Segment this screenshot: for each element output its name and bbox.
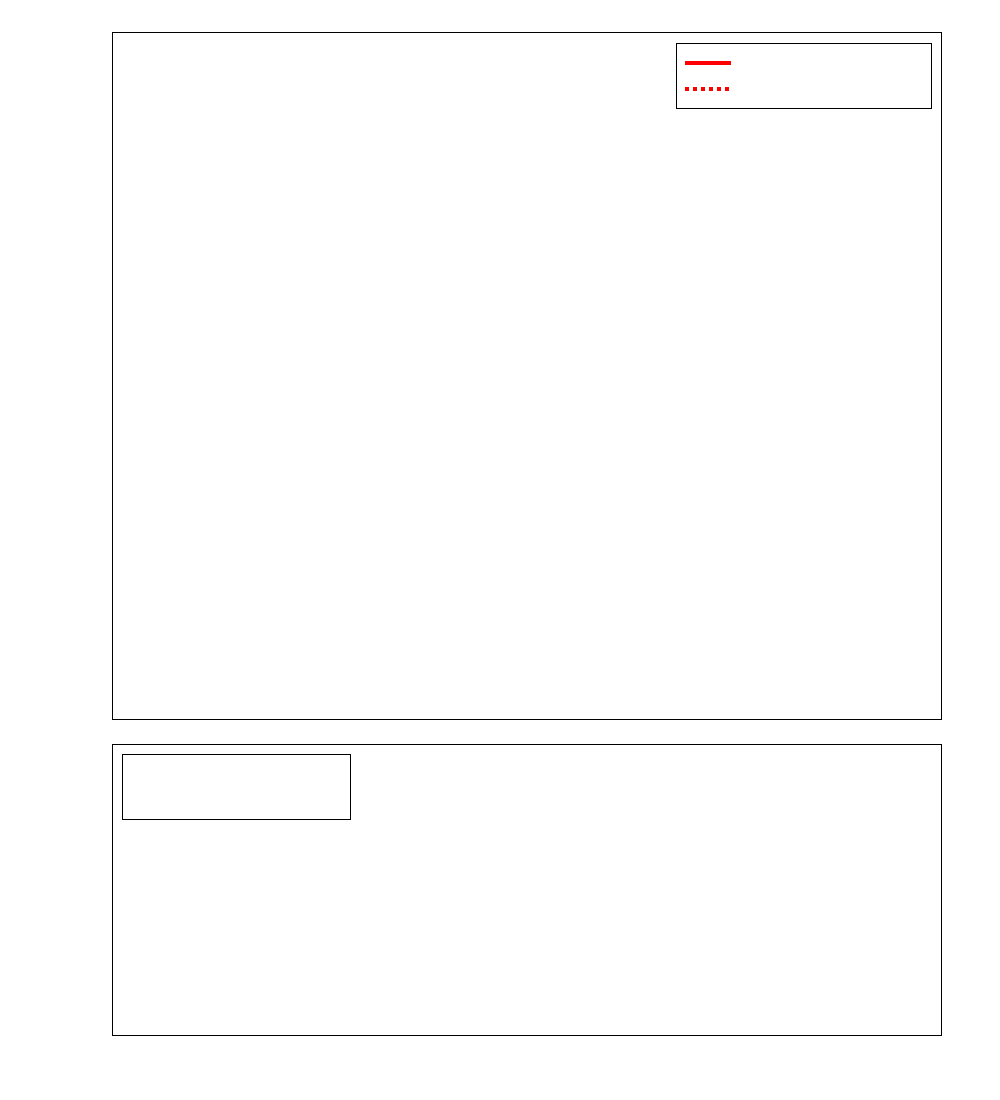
available-ruptures-swatch-icon xyxy=(131,767,142,782)
legend-item-nucleation xyxy=(685,76,921,102)
legend-item-participation xyxy=(685,50,921,76)
solid-line-key-icon xyxy=(685,56,731,70)
top-legend xyxy=(676,43,932,109)
dotted-line-key-icon xyxy=(685,82,731,96)
legend-item-available-ruptures xyxy=(131,761,340,787)
cumulative-rate-plot xyxy=(112,32,942,720)
utilized-ruptures-swatch-icon xyxy=(131,793,142,808)
top-plot-area xyxy=(113,33,941,719)
legend-item-utilized-ruptures xyxy=(131,787,340,813)
bottom-legend xyxy=(122,754,351,820)
